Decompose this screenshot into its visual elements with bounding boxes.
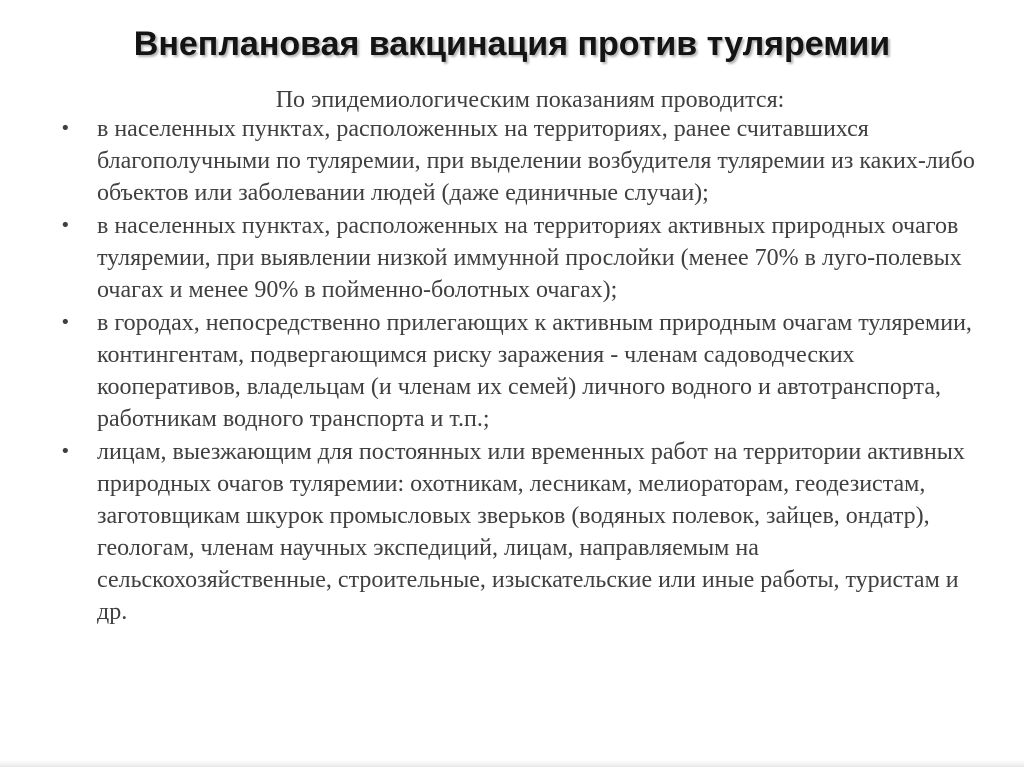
bullet-item: [55, 113, 985, 209]
bullet-text: лицам, выезжающим для постоянных или временных работ на территории активных природных очагов туляремии: охотникам, лесникам, мелиораторам, геодезистам, заготовщикам шкурок промысловых зверьков (водяных полевок, зайцев, ондатр), геологам, членам научных экспедиций, лицам, направляемым на сельскохозяйственные, строительные, изыскательские или иные работы, туристам и др.: [97, 439, 965, 625]
bullet-marker: •: [60, 215, 71, 236]
bullet-text: в населенных пунктах, расположенных на территориях, ранее считавшихся благополучными по туляремии, при выделении возбудителя туляремии из каких-либо объектов или заболевании людей (даже единичные случаи);: [97, 116, 975, 206]
bullet-marker: •: [60, 312, 71, 333]
intro-text: По эпидемиологическим показаниям проводится:: [275, 87, 785, 113]
slide-bottom-edge: [0, 760, 1024, 767]
bullet-marker: •: [60, 118, 71, 139]
bullet-marker: •: [60, 441, 71, 462]
bullet-list: [55, 113, 985, 628]
slide-content: [55, 84, 985, 629]
bullet-item: [55, 307, 985, 435]
bullet-item: [55, 436, 985, 628]
slide-title: Внеплановая вакцинация против туляремии: [133, 25, 891, 63]
bullet-text: в населенных пунктах, расположенных на территориях активных природных очагов туляремии, при выявлении низкой иммунной прослойки (менее 70% в луго-полевых очагах и менее 90% в пойменно-болотных очагах);: [97, 213, 962, 303]
bullet-text: в городах, непосредственно прилегающих к активным природным очагам туляремии, контингентам, подвергающимся риску заражения - членам садоводческих кооперативов, владельцам (и членам их семей) личного водного и автотранспорта, работникам водного транспорта и т.п.;: [97, 310, 972, 432]
bullet-item: [55, 210, 985, 306]
